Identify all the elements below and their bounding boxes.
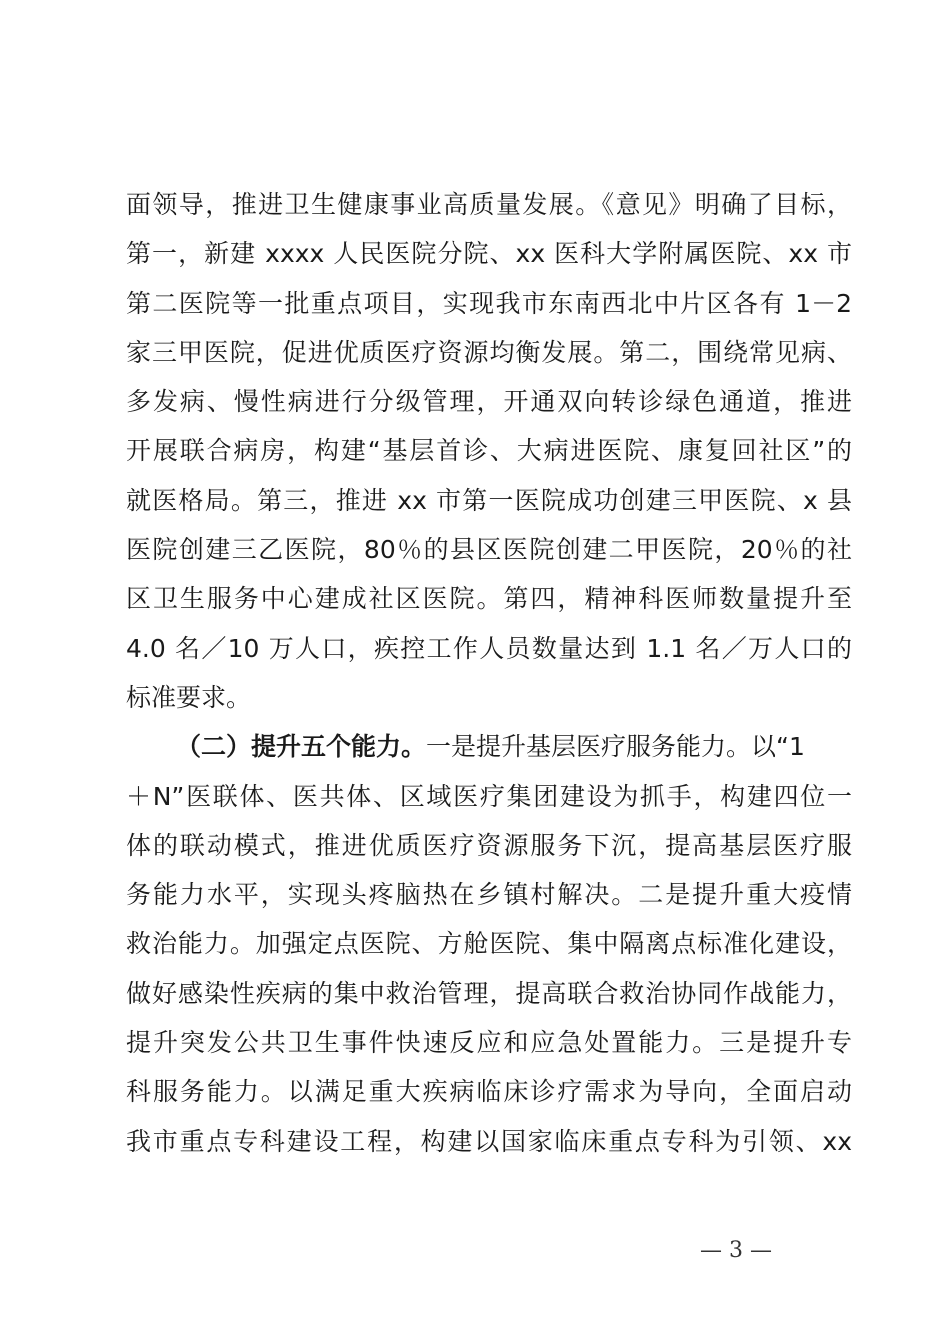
paragraph-line: 多发病、慢性病进行分级管理，开通双向转诊绿色通道，推进 <box>126 387 852 417</box>
paragraph-line: 我市重点专科建设工程，构建以国家临床重点专科为引领、xx <box>126 1126 852 1156</box>
paragraph-line: 就医格局。第三，推进 xx 市第一医院成功创建三甲医院、x 县 <box>126 485 852 515</box>
paragraph-line: 第一，新建 xxxx 人民医院分院、xx 医科大学附属医院、xx 市 <box>126 239 852 269</box>
section-heading-line <box>126 722 852 771</box>
paragraph-line: 第二医院等一批重点项目，实现我市东南西北中片区各有 1－2 <box>126 288 852 318</box>
paragraph-line: 区卫生服务中心建成社区医院。第四，精神科医师数量提升至 <box>126 584 852 614</box>
paragraph-line: 务能力水平，实现头疼脑热在乡镇村解决。二是提升重大疫情 <box>126 880 852 910</box>
section-heading: （二）提升五个能力。 <box>176 732 427 762</box>
paragraph-line: 提升突发公共卫生事件快速反应和应急处置能力。三是提升专 <box>126 1028 852 1058</box>
paragraph-line: 家三甲医院，促进优质医疗资源均衡发展。第二，围绕常见病、 <box>126 337 852 367</box>
paragraph-line: ＋N”医联体、医共体、区域医疗集团建设为抓手，构建四位一 <box>126 781 852 811</box>
paragraph-line: 做好感染性疾病的集中救治管理，提高联合救治协同作战能力， <box>126 978 852 1008</box>
paragraph-line: 开展联合病房，构建“基层首诊、大病进医院、康复回社区”的 <box>126 436 852 466</box>
body-text <box>126 180 852 1166</box>
paragraph-line: 科服务能力。以满足重大疾病临床诊疗需求为导向，全面启动 <box>126 1077 852 1107</box>
paragraph-line: 面领导，推进卫生健康事业高质量发展。《意见》明确了目标， <box>126 190 852 219</box>
page-number: — 3 — <box>700 1238 772 1263</box>
paragraph-line: 医院创建三乙医院，80％的县区医院创建二甲医院，20％的社 <box>126 535 852 565</box>
paragraph-line: 体的联动模式，推进优质医疗资源服务下沉，提高基层医疗服 <box>126 830 852 860</box>
paragraph-line: 标准要求。 <box>126 682 252 712</box>
paragraph-line: 救治能力。加强定点医院、方舱医院、集中隔离点标准化建设， <box>126 929 852 959</box>
section-heading-rest: 一是提升基层医疗服务能力。以“1 <box>426 732 805 762</box>
paragraph-line: 4.0 名／10 万人口，疾控工作人员数量达到 1.1 名／万人口的 <box>126 633 852 663</box>
